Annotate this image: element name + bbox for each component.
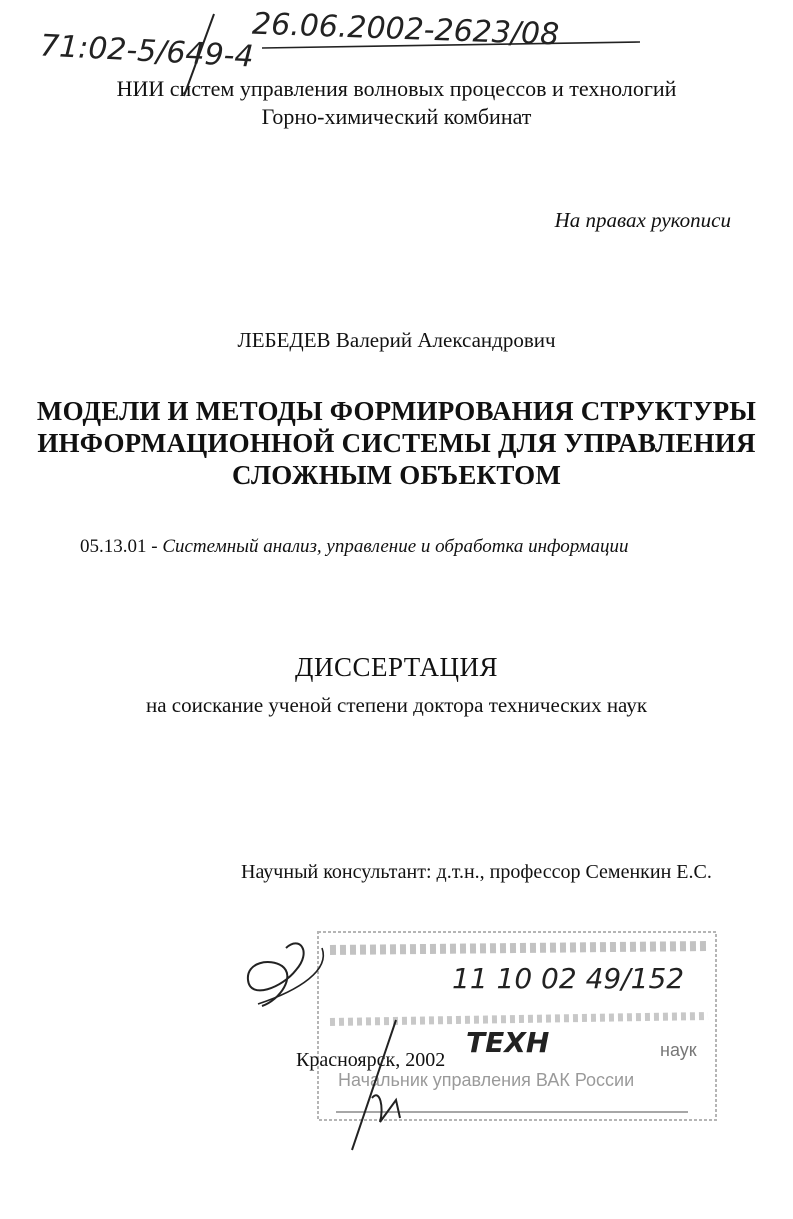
- organization-line-1: НИИ систем управления волновых процессов и технологий: [116, 76, 677, 101]
- stamp-printed-word: наук: [660, 1040, 697, 1060]
- city-year: Красноярск, 2002: [296, 1049, 446, 1071]
- specialty: [80, 536, 628, 558]
- document-type: ДИССЕРТАЦИЯ: [295, 652, 498, 682]
- stamp-handwritten-inv: ТЕХН: [466, 1026, 550, 1059]
- scientific-consultant: Научный консультант: д.т.н., профессор Семенкин Е.С.: [241, 861, 712, 883]
- author-name: ЛЕБЕДЕВ Валерий Александрович: [237, 328, 556, 352]
- rights-note: На правах рукописи: [554, 208, 731, 232]
- stamp-printed-line: Начальник управления ВАК России: [338, 1070, 635, 1090]
- organization-line-2: Горно-химический комбинат: [261, 104, 532, 129]
- signature-stroke-2: [258, 948, 323, 1004]
- specialty-name: Системный анализ, управление и обработка информации: [162, 536, 629, 557]
- signature-stroke: [248, 943, 304, 1006]
- title-line-2: ИНФОРМАЦИОННОЙ СИСТЕМЫ ДЛЯ УПРАВЛЕНИЯ: [37, 428, 756, 458]
- handwritten-reg-date: 26.06.2002-2623/08: [251, 6, 560, 53]
- degree-line: на соискание ученой степени доктора технических наук: [145, 693, 648, 717]
- title-line-1: МОДЕЛИ И МЕТОДЫ ФОРМИРОВАНИЯ СТРУКТУРЫ: [36, 396, 757, 426]
- handwritten-reg-code: 71:02-5/649-4: [39, 28, 255, 75]
- title-line-3: СЛОЖНЫМ ОБЪЕКТОМ: [231, 460, 562, 490]
- stamp-handwritten-number: 11 10 02 49/152: [452, 962, 685, 995]
- specialty-code: 05.13.01: [80, 536, 147, 557]
- specialty-separator: -: [146, 536, 163, 557]
